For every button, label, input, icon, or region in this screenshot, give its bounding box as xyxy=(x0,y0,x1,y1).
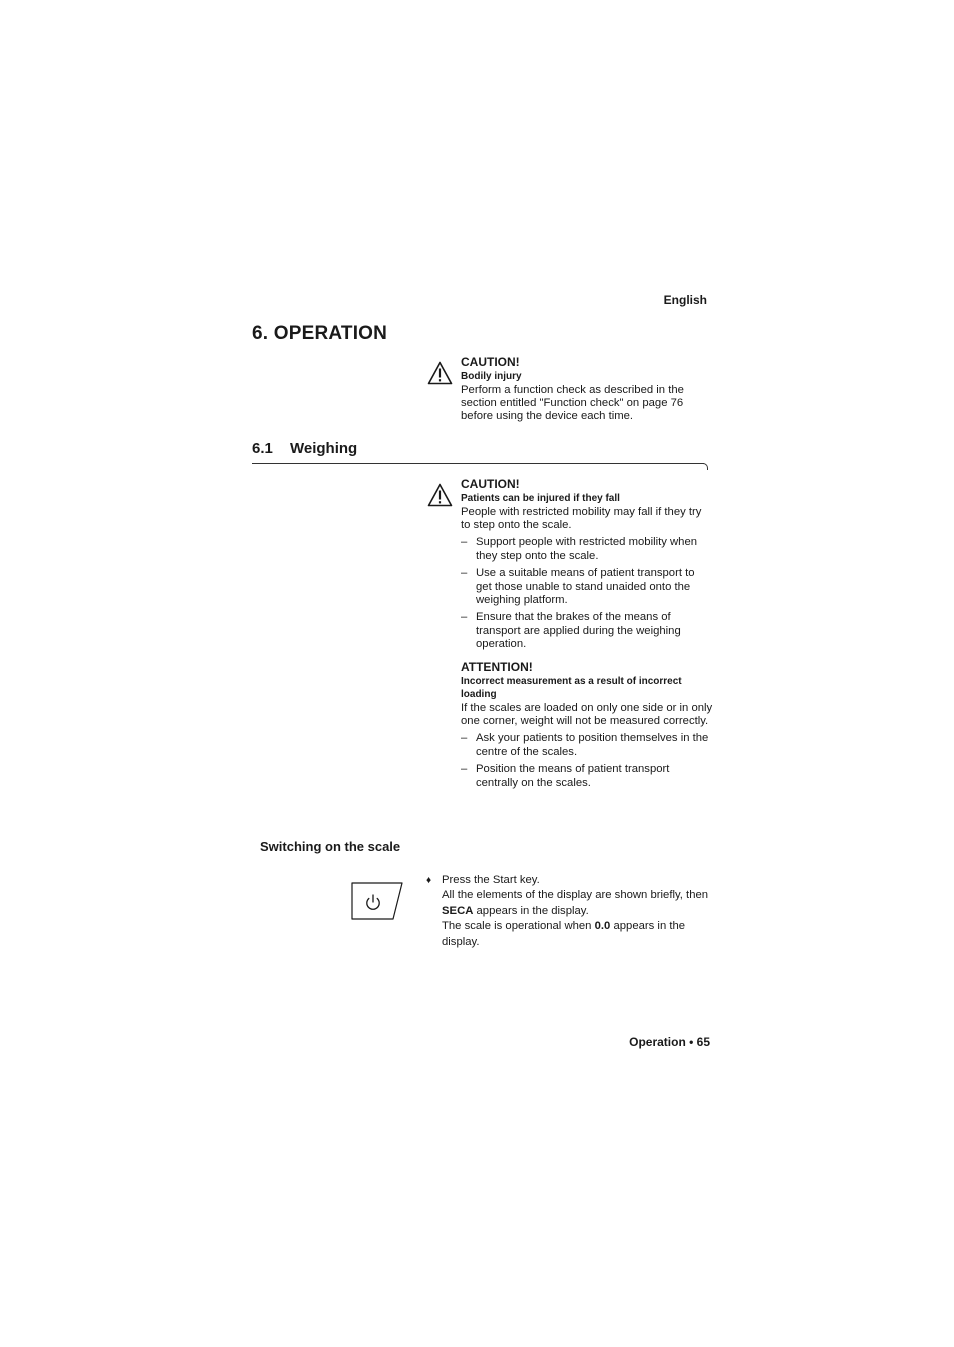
list-item: – Position the means of patient transport centrally on the scales. xyxy=(461,763,713,790)
power-key-icon xyxy=(351,882,403,920)
step-result-ready: The scale is operational when 0.0 appears in the display. xyxy=(442,920,686,948)
list-item: – Support people with restricted mobility when they step onto the scale. xyxy=(461,536,713,563)
caution-text: People with restricted mobility may fall if they try to step onto the scale. xyxy=(461,505,702,531)
language-label: English xyxy=(663,293,707,307)
attention-title: ATTENTION! xyxy=(461,659,533,674)
caution-text: Perform a function check as described in the section entitled "Function check" on page 76 before using the device each time. xyxy=(461,383,684,423)
caution-list xyxy=(461,536,713,651)
warning-triangle-icon xyxy=(427,483,453,507)
list-item: – Ask your patients to position themselves in the centre of the scales. xyxy=(461,732,713,759)
warning-triangle-icon xyxy=(427,361,453,385)
chapter-number: 6. xyxy=(252,323,269,344)
caution-block-fall-injury xyxy=(461,477,713,790)
attention-subtitle: Incorrect measurement as a result of incorrect loading xyxy=(461,675,682,701)
caution-subtitle: Bodily injury xyxy=(461,371,522,382)
attention-list xyxy=(461,732,713,790)
step-instruction: Press the Start key. xyxy=(442,874,540,886)
section-heading xyxy=(252,440,357,457)
section-rule xyxy=(252,463,704,464)
list-item: – Ensure that the brakes of the means of transport are applied during the weighing operation. xyxy=(461,611,713,651)
chapter-heading xyxy=(252,323,387,345)
step-bullet: ♦ xyxy=(426,875,432,886)
list-item: – Use a suitable means of patient transport to get those unable to stand unaided onto the weighing platform. xyxy=(461,567,713,607)
subsection-heading: Switching on the scale xyxy=(260,839,401,854)
caution-block-bodily-injury xyxy=(461,355,713,424)
caution-title: CAUTION! xyxy=(461,477,520,491)
page-footer: Operation • 65 xyxy=(629,1035,710,1049)
section-number: 6.1 xyxy=(252,440,273,457)
chapter-title: OPERATION xyxy=(273,323,388,344)
attention-text: If the scales are loaded on only one side or in only one corner, weight will not be measured correctly. xyxy=(461,701,713,727)
step-result-display: All the elements of the display are shown briefly, then SECA appears in the display. xyxy=(442,889,709,917)
caution-title: CAUTION! xyxy=(461,355,520,369)
caution-subtitle: Patients can be injured if they fall xyxy=(461,493,620,504)
section-title: Weighing xyxy=(290,440,358,457)
step-press-start xyxy=(426,873,716,950)
section-rule-corner xyxy=(702,463,708,470)
